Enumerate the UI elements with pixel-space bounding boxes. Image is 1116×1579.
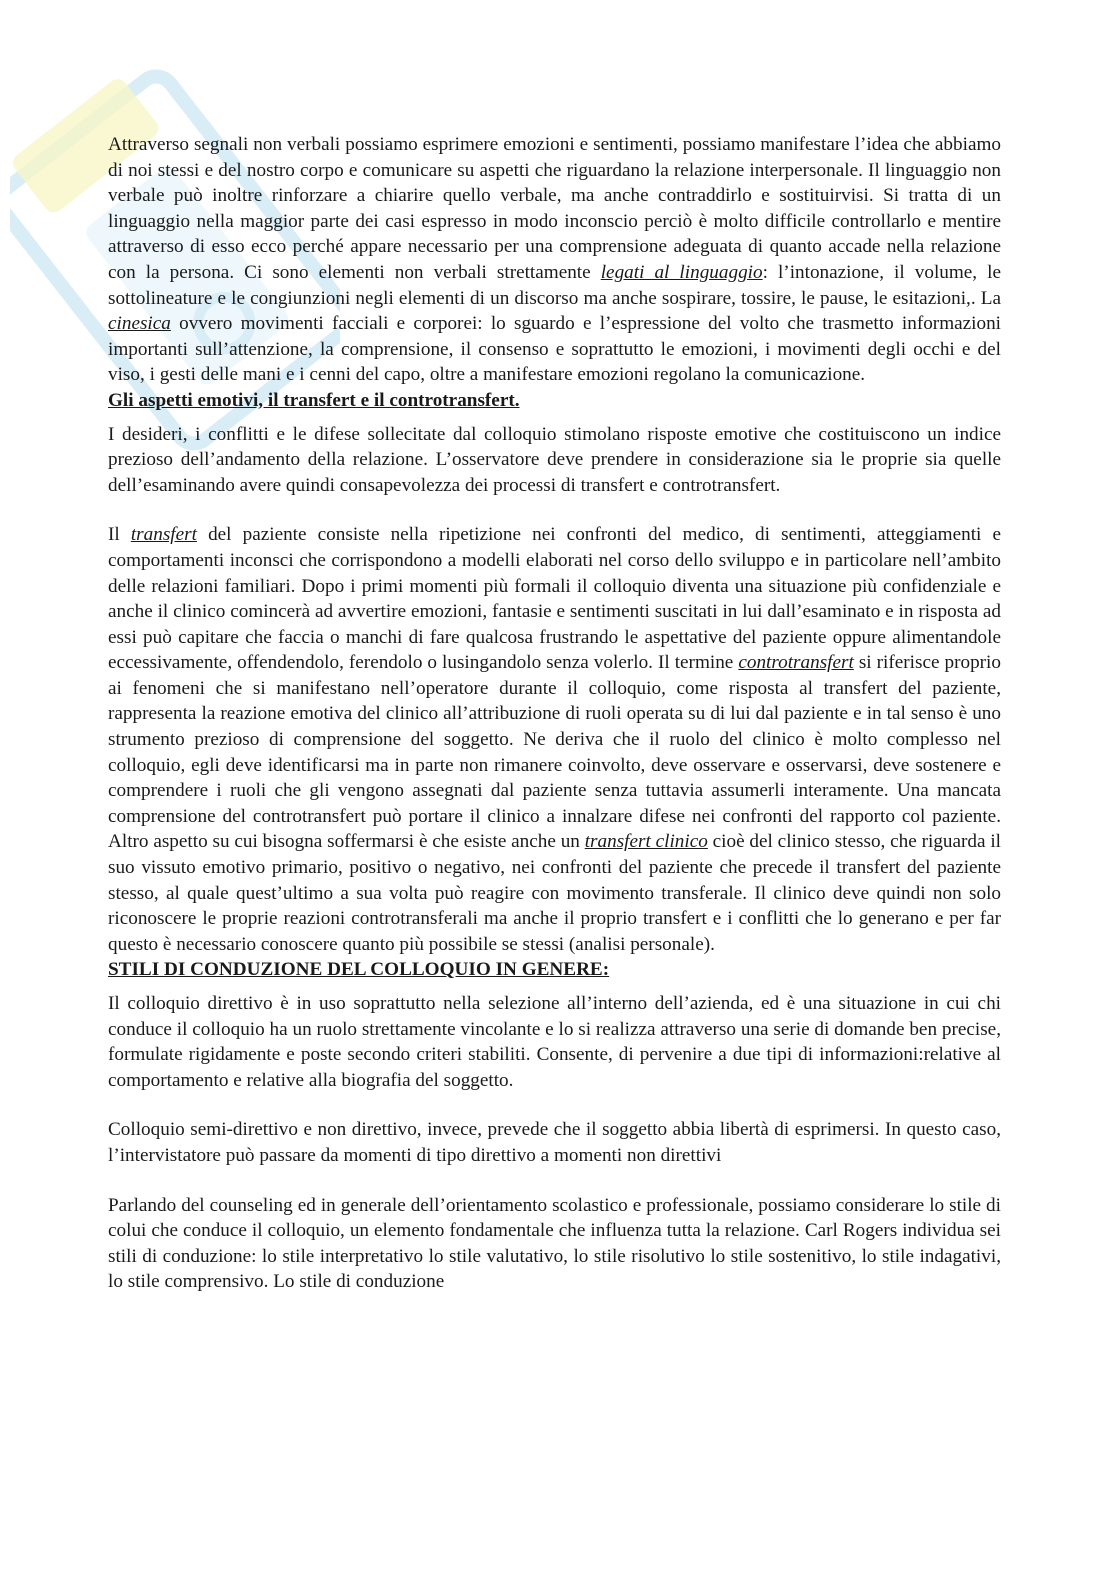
spacer xyxy=(108,414,1001,422)
spacer xyxy=(108,1093,1001,1117)
term-cinesica: cinesica xyxy=(108,313,171,335)
term-transfert-clinico: transfert clinico xyxy=(584,831,708,853)
section-heading-stili: STILI DI CONDUZIONE DEL COLLOQUIO IN GENERE: xyxy=(108,959,610,981)
document-body xyxy=(108,132,1001,1295)
paragraph-desideri: I desideri, i conflitti e le difese sollecitate dal colloquio stimolano risposte emotive che costituiscono un indice prezioso dell’andamento della relazione. L’osservatore deve prendere in considerazione sia le proprie sia quelle dell’esaminando avere quindi consapevolezza dei processi di transfert e controtransfert. xyxy=(108,423,1001,496)
spacer xyxy=(108,983,1001,991)
spacer xyxy=(108,1169,1001,1193)
paragraph-transfert: Il transfert del paziente consiste nella ripetizione nei confronti del medico, di sentimenti, atteggiamenti e comportamenti inconsci che corrispondono a modelli elaborati nel corso dello sviluppo e in particolare nell’ambito delle relazioni familiari. Dopo i primi momenti più formali il colloquio diventa una situazione più confidenziale e anche il clinico comincerà ad avvertire emozioni, fantasie e sentimenti suscitati in lui dall’esaminato e in risposta ad essi può capitare che faccia o manchi di fare qualcosa frustrando le aspettative del paziente oppure alimentandole eccessivamente, offendendolo, ferendolo o lusingandolo senza volerlo. Il termine controtransfert si riferisce proprio ai fenomeni che si manifestano nell’operatore durante il colloquio, come risposta al transfert del paziente, rappresenta la reazione emotiva del clinico all’attribuzione di ruoli operata su di lui dal paziente e in tal senso è uno strumento prezioso di comprensione del soggetto. Ne deriva che il ruolo del clinico è molto complesso nel colloquio, egli deve identificarsi ma in parte non rimanere coinvolto, deve osservare e osservarsi, deve sostenere e comprendere i ruoli che gli vengono assegnati dal paziente senza tuttavia assumerli interamente. Una mancata comprensione del controtransfert può portare il clinico a innalzare difese nei confronti del rapporto col paziente. Altro aspetto su cui bisogna soffermarsi è che esiste anche un transfert clinico cioè del clinico stesso, che riguarda il suo vissuto emotivo primario, positivo o negativo, nei confronti del paziente che precede il transfert del paziente stesso, al quale quest’ultimo a sua volta può reagire con movimento transferale. Il clinico deve quindi non solo riconoscere le proprie reazioni controtransferali ma anche il proprio transfert e i conflitti che lo generano e per far questo è necessario conoscere quanto più possibile se stessi (analisi personale). xyxy=(108,524,1001,955)
paragraph-colloquio-direttivo: Il colloquio direttivo è in uso soprattutto nella selezione all’interno dell’azienda, ed è una situazione in cui chi conduce il colloquio ha un ruolo strettamente vincolante e lo si realizza attraverso una serie di domande ben precise, formulate rigidamente e poste secondo criteri stabiliti. Consente, di pervenire a due tipi di informazioni:relative al comportamento e relative alla biografia del soggetto. xyxy=(108,993,1001,1091)
spacer xyxy=(108,498,1001,522)
paragraph-semi-direttivo: Colloquio semi-direttivo e non direttivo, invece, prevede che il soggetto abbia libertà di esprimersi. In questo caso, l’intervistatore può passare da momenti di tipo direttivo a momenti non direttivi xyxy=(108,1119,1001,1166)
section-heading-transfert: Gli aspetti emotivi, il transfert e il controtransfert. xyxy=(108,389,520,411)
term-controtransfert: controtransfert xyxy=(738,652,854,674)
paragraph-nonverbal: Attraverso segnali non verbali possiamo esprimere emozioni e sentimenti, possiamo manifestare l’idea che abbiamo di noi stessi e del nostro corpo e comunicare su aspetti che riguardano la relazione interpersonale. Il linguaggio non verbale può inoltre rinforzare a chiarire quello verbale, ma anche contraddirlo e sostituirvisi. Si tratta di un linguaggio nella maggior parte dei casi espresso in modo inconscio perciò è molto difficile controllarlo e mentire attraverso di esso ecco perché appare necessario per una comprensione adeguata di quanto accade nella relazione con la persona. Ci sono elementi non verbali strettamente legati al linguaggio: l’intonazione, il volume, le sottolineature e le congiunzioni negli elementi di un discorso ma anche sospirare, tossire, le pause, le esitazioni,. La cinesica ovvero movimenti facciali e corporei: lo sguardo e l’espressione del volto che trasmetto informazioni importanti sull’attenzione, la comprensione, il consenso e soprattutto le emozioni, i movimenti degli occhi e del viso, i gesti delle mani e i cenni del capo, oltre a manifestare emozioni regolano la comunicazione. xyxy=(108,134,1002,386)
term-legati-al-linguaggio: legati al linguaggio xyxy=(600,261,763,283)
term-transfert: transfert xyxy=(130,524,197,546)
paragraph-counseling: Parlando del counseling ed in generale dell’orientamento scolastico e professionale, possiamo considerare lo stile di colui che conduce il colloquio, un elemento fondamentale che influenza tutta la relazione. Carl Rogers individua sei stili di conduzione: lo stile interpretativo lo stile valutativo, lo stile risolutivo lo stile sostenitivo, lo stile indagativi, lo stile comprensivo. Lo stile di conduzione xyxy=(108,1194,1001,1293)
